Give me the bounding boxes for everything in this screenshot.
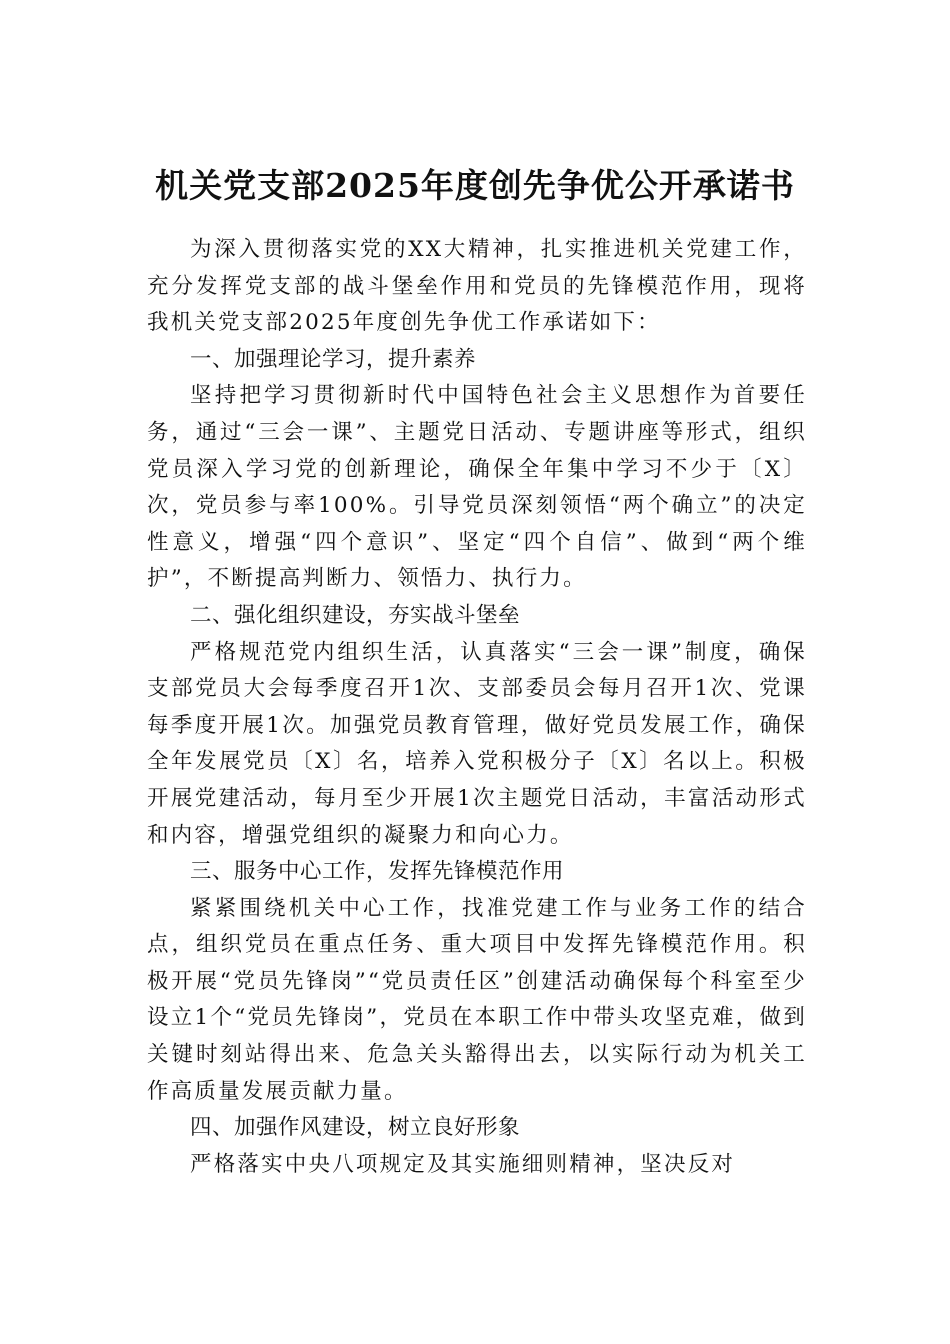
section-3-heading: 三、服务中心工作，发挥先锋模范作用 xyxy=(190,859,565,885)
intro-paragraph: 为深入贯彻落实党的XX大精神，扎实推进机关党建工作，充分发挥党支部的战斗堡垒作用和党员的先锋模范作用，现将我机关党支部2025年度创先争优工作承诺如下： xyxy=(147,237,807,336)
section-1-paragraph: 坚持把学习贯彻新时代中国特色社会主义思想作为首要任务，通过“三会一课”、主题党日活动、专题讲座等形式，组织党员深入学习党的创新理论，确保全年集中学习不少于〔X〕次，党员参与率100%。引导党员深刻领悟“两个确立”的决定性意义，增强“四个意识”、坚定“四个自信”、做到“两个维护”，不断提高判断力、领悟力、执行力。 xyxy=(147,383,807,592)
section-2-heading: 二、强化组织建设，夯实战斗堡垒 xyxy=(190,602,521,628)
document-title: 机关党支部2025年度创先争优公开承诺书 xyxy=(155,166,795,205)
document-body xyxy=(147,232,807,1183)
section-1-heading: 一、加强理论学习，提升素养 xyxy=(190,346,477,372)
section-4-paragraph: 严格落实中央八项规定及其实施细则精神，坚决反对 xyxy=(190,1151,736,1177)
section-2-paragraph: 严格规范党内组织生活，认真落实“三会一课”制度，确保支部党员大会每季度召开1次、支部委员会每月召开1次、党课每季度开展1次。加强党员教育管理，做好党员发展工作，确保全年发展党员〔X〕名，培养入党积极分子〔X〕名以上。积极开展党建活动，每月至少开展1次主题党日活动，丰富活动形式和内容，增强党组织的凝聚力和向心力。 xyxy=(147,639,807,848)
section-4-heading: 四、加强作风建设，树立良好形象 xyxy=(190,1115,521,1141)
section-3-paragraph: 紧紧围绕机关中心工作，找准党建工作与业务工作的结合点，组织党员在重点任务、重大项目中发挥先锋模范作用。积极开展“党员先锋岗”“党员责任区”创建活动确保每个科室至少设立1个“党员先锋岗”，党员在本职工作中带头攻坚克难，做到关键时刻站得出来、危急关头豁得出去，以实际行动为机关工作高质量发展贡献力量。 xyxy=(147,895,807,1104)
